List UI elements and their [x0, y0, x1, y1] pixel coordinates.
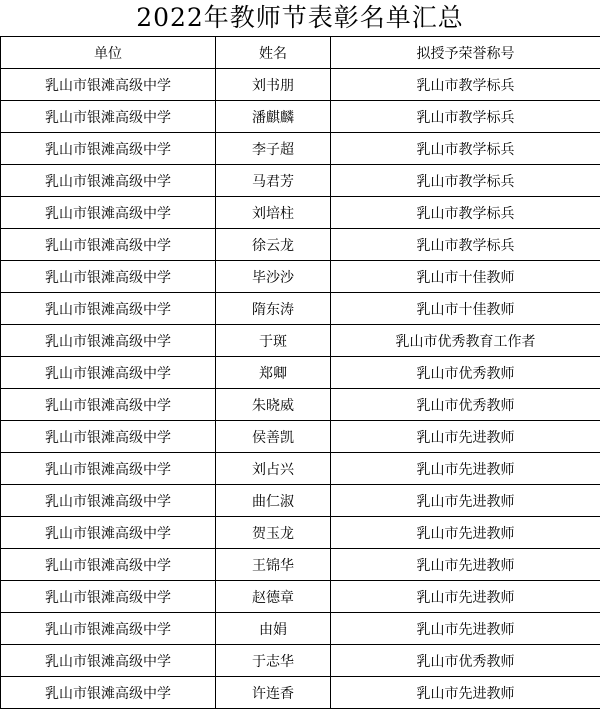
- header-row: [1, 37, 600, 69]
- unit-cell[interactable]: 乳山市银滩高级中学: [1, 453, 216, 485]
- unit-cell[interactable]: 乳山市银滩高级中学: [1, 581, 216, 613]
- table-row: [1, 453, 600, 485]
- table-row: [1, 677, 600, 709]
- honor-cell[interactable]: 乳山市先进教师: [331, 581, 600, 613]
- name-cell[interactable]: 于斑: [216, 325, 331, 357]
- unit-cell[interactable]: 乳山市银滩高级中学: [1, 517, 216, 549]
- name-cell[interactable]: 马君芳: [216, 165, 331, 197]
- name-cell[interactable]: 于志华: [216, 645, 331, 677]
- table-row: [1, 421, 600, 453]
- honor-cell[interactable]: 乳山市先进教师: [331, 421, 600, 453]
- column-header-unit[interactable]: 单位: [1, 37, 216, 69]
- name-cell[interactable]: 潘麒麟: [216, 101, 331, 133]
- unit-cell[interactable]: 乳山市银滩高级中学: [1, 261, 216, 293]
- honor-cell[interactable]: 乳山市教学标兵: [331, 197, 600, 229]
- unit-cell[interactable]: 乳山市银滩高级中学: [1, 197, 216, 229]
- unit-cell[interactable]: 乳山市银滩高级中学: [1, 229, 216, 261]
- table-row: [1, 229, 600, 261]
- name-cell[interactable]: 刘培柱: [216, 197, 331, 229]
- unit-cell[interactable]: 乳山市银滩高级中学: [1, 101, 216, 133]
- honor-cell[interactable]: 乳山市教学标兵: [331, 229, 600, 261]
- unit-cell[interactable]: 乳山市银滩高级中学: [1, 389, 216, 421]
- name-cell[interactable]: 隋东涛: [216, 293, 331, 325]
- table-body: [1, 69, 600, 709]
- column-header-name[interactable]: 姓名: [216, 37, 331, 69]
- name-cell[interactable]: 刘书朋: [216, 69, 331, 101]
- name-cell[interactable]: 侯善凯: [216, 421, 331, 453]
- name-cell[interactable]: 王锦华: [216, 549, 331, 581]
- honor-cell[interactable]: 乳山市优秀教师: [331, 357, 600, 389]
- unit-cell[interactable]: 乳山市银滩高级中学: [1, 293, 216, 325]
- unit-cell[interactable]: 乳山市银滩高级中学: [1, 421, 216, 453]
- unit-cell[interactable]: 乳山市银滩高级中学: [1, 357, 216, 389]
- unit-cell[interactable]: 乳山市银滩高级中学: [1, 613, 216, 645]
- unit-cell[interactable]: 乳山市银滩高级中学: [1, 549, 216, 581]
- table-row: [1, 197, 600, 229]
- name-cell[interactable]: 徐云龙: [216, 229, 331, 261]
- honor-cell[interactable]: 乳山市先进教师: [331, 517, 600, 549]
- table-row: [1, 357, 600, 389]
- table-row: [1, 293, 600, 325]
- honor-cell[interactable]: 乳山市教学标兵: [331, 101, 600, 133]
- unit-cell[interactable]: 乳山市银滩高级中学: [1, 485, 216, 517]
- honor-cell[interactable]: 乳山市十佳教师: [331, 261, 600, 293]
- table-row: [1, 645, 600, 677]
- honor-cell[interactable]: 乳山市先进教师: [331, 677, 600, 709]
- table-row: [1, 133, 600, 165]
- table-row: [1, 389, 600, 421]
- honor-cell[interactable]: 乳山市教学标兵: [331, 133, 600, 165]
- table-row: [1, 69, 600, 101]
- table-row: [1, 485, 600, 517]
- unit-cell[interactable]: 乳山市银滩高级中学: [1, 133, 216, 165]
- table-row: [1, 325, 600, 357]
- table-row: [1, 261, 600, 293]
- name-cell[interactable]: 刘占兴: [216, 453, 331, 485]
- honor-cell[interactable]: 乳山市优秀教育工作者: [331, 325, 600, 357]
- table-row: [1, 549, 600, 581]
- unit-cell[interactable]: 乳山市银滩高级中学: [1, 165, 216, 197]
- table-row: [1, 101, 600, 133]
- table-row: [1, 517, 600, 549]
- name-cell[interactable]: 由娟: [216, 613, 331, 645]
- name-cell[interactable]: 李子超: [216, 133, 331, 165]
- table-row: [1, 165, 600, 197]
- name-cell[interactable]: 许连香: [216, 677, 331, 709]
- unit-cell[interactable]: 乳山市银滩高级中学: [1, 69, 216, 101]
- name-cell[interactable]: 毕沙沙: [216, 261, 331, 293]
- honor-cell[interactable]: 乳山市先进教师: [331, 453, 600, 485]
- honor-cell[interactable]: 乳山市十佳教师: [331, 293, 600, 325]
- honor-cell[interactable]: 乳山市教学标兵: [331, 69, 600, 101]
- honor-cell[interactable]: 乳山市先进教师: [331, 613, 600, 645]
- honor-cell[interactable]: 乳山市优秀教师: [331, 645, 600, 677]
- table-row: [1, 581, 600, 613]
- table-row: [1, 613, 600, 645]
- honor-cell[interactable]: 乳山市教学标兵: [331, 165, 600, 197]
- name-cell[interactable]: 赵德章: [216, 581, 331, 613]
- unit-cell[interactable]: 乳山市银滩高级中学: [1, 325, 216, 357]
- name-cell[interactable]: 郑卿: [216, 357, 331, 389]
- honor-cell[interactable]: 乳山市先进教师: [331, 485, 600, 517]
- column-header-honor[interactable]: 拟授予荣誉称号: [331, 37, 600, 69]
- unit-cell[interactable]: 乳山市银滩高级中学: [1, 645, 216, 677]
- honor-cell[interactable]: 乳山市先进教师: [331, 549, 600, 581]
- name-cell[interactable]: 贺玉龙: [216, 517, 331, 549]
- name-cell[interactable]: 朱晓威: [216, 389, 331, 421]
- honor-list-table: [0, 36, 600, 709]
- unit-cell[interactable]: 乳山市银滩高级中学: [1, 677, 216, 709]
- honor-cell[interactable]: 乳山市优秀教师: [331, 389, 600, 421]
- page-title: 2022年教师节表彰名单汇总: [136, 3, 464, 32]
- name-cell[interactable]: 曲仁淑: [216, 485, 331, 517]
